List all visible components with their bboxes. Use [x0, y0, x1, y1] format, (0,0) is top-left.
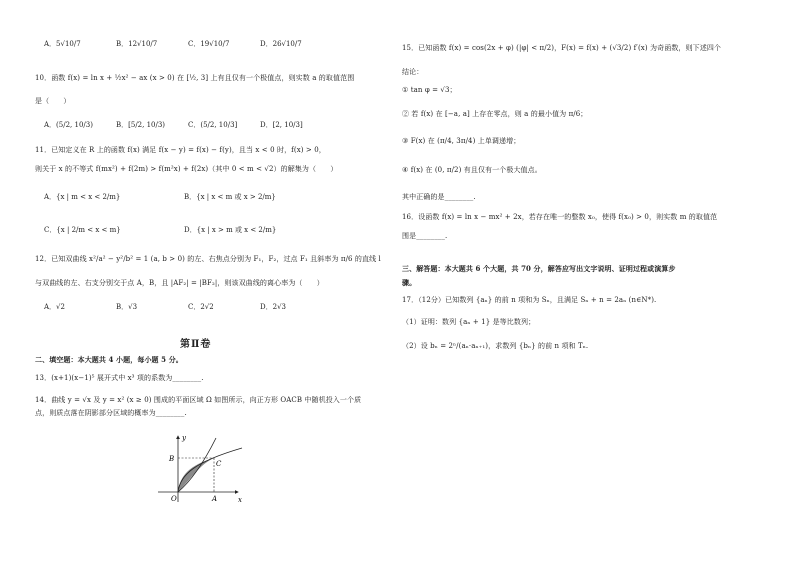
x-axis-label: x — [238, 496, 242, 504]
q11-option-b: B．{x | x < m 或 x > 2/m} — [184, 193, 276, 201]
answer-section-heading-cont: 骤。 — [402, 278, 417, 287]
q15-conclusion-1: ① tan φ = √3； — [402, 86, 457, 94]
q9-option-b: B．12√10/7 — [116, 40, 158, 48]
q10-text: 10．函数 f(x) = ln x + ½x² − ax (x > 0) 在 [½, 3] 上有且仅有一个极值点，则实数 a 的取值范围 — [35, 74, 355, 82]
answer-section-heading: 三、解答题：本大题共 6 个大题，共 70 分，解答应写出文字说明、证明过程或演算步 — [402, 264, 676, 273]
q11-text-cont: 则关于 x 的不等式 f(mx²) + f(2m) > f(m²x) + f(2x)（其中 0 < m < √2）的解集为（ ） — [35, 165, 338, 173]
q15-conclusion-3: ③ F(x) 在 (π/4, 3π/4) 上单调递增； — [402, 137, 521, 145]
q10-option-c: C．(5/2, 10/3] — [188, 121, 238, 129]
q15-conclusion-4: ④ f(x) 在 (0, π/2) 有且仅有一个极大值点。 — [402, 166, 542, 174]
q14-text: 14．曲线 y = √x 及 y = x² (x ≥ 0) 围成的平面区域 Ω 如图所示，向正方形 OACB 中随机投入一个质 — [35, 396, 362, 404]
q11-option-d: D．{x | x > m 或 x < 2/m} — [184, 226, 277, 234]
q9-option-c: C．19√10/7 — [188, 40, 230, 48]
q15-conclusion-2: ② 若 f(x) 在 [−a, a] 上存在零点，则 a 的最小值为 π/6； — [402, 110, 588, 118]
q9-option-a: A．5√10/7 — [44, 40, 81, 48]
q16-text-cont: 围是________. — [402, 232, 448, 240]
region-figure — [150, 430, 246, 506]
q12-option-c: C．2√2 — [188, 303, 214, 311]
q11-option-a: A．{x | m < x < 2/m} — [44, 193, 121, 201]
q17-part-1: （1）证明：数列 {aₙ + 1} 是等比数列； — [402, 318, 536, 326]
point-c-label: C — [216, 460, 222, 468]
q11-option-c: C．{x | 2/m < x < m} — [44, 226, 121, 234]
q17-text: 17．（12分）已知数列 {aₙ} 的前 n 项和为 Sₙ，且满足 Sₙ + n = 2aₙ (n∈N*). — [402, 296, 657, 304]
sqrt-curve — [178, 448, 242, 492]
q12-text: 12．已知双曲线 x²/a² − y²/b² = 1 (a, b > 0) 的左、右焦点分别为 F₁，F₂，过点 F₁ 且斜率为 π/6 的直线 l — [35, 255, 381, 263]
q11-text: 11．已知定义在 R 上的函数 f(x) 满足 f(x − y) = f(x) − f(y)，且当 x < 0 时，f(x) > 0， — [35, 146, 326, 154]
q13-text: 13．(x+1)(x−1)⁵ 展开式中 x³ 项的系数为________. — [35, 374, 204, 382]
point-b-label: B — [169, 455, 175, 463]
q10-option-a: A．(5/2, 10/3) — [44, 121, 93, 129]
q12-option-a: A．√2 — [44, 303, 65, 311]
q17-part-2: （2）设 bₙ = 2ⁿ/(aₙ·aₙ₊₁)，求数列 {bₙ} 的前 n 项和 Tₙ. — [402, 342, 589, 350]
q15-text: 15．已知函数 f(x) = cos(2x + φ) (|φ| < π/2)，F(x) = f(x) + (√3/2) f′(x) 为奇函数，则下述四个 — [402, 44, 722, 52]
q15-answer-line: 其中正确的是________. — [402, 193, 476, 201]
fill-in-section-heading: 二、填空题：本大题共 4 小题，每小题 5 分。 — [35, 355, 183, 364]
q16-text: 16．设函数 f(x) = ln x − mx² + 2x，若存在唯一的整数 x₀，使得 f(x₀) > 0，则实数 m 的取值范 — [402, 213, 718, 221]
q12-option-d: D．2√3 — [260, 303, 286, 311]
q15-text-cont: 结论： — [402, 68, 424, 76]
origin-label: O — [171, 495, 177, 503]
q10-option-d: D．[2, 10/3] — [260, 121, 303, 129]
q12-text-cont: 与双曲线的左、右支分别交于点 A，B，且 |AF₂| = |BF₂|，则该双曲线的离心率为（ ） — [35, 279, 324, 287]
q14-text-cont: 点，则质点落在阴影部分区域的概率为________. — [35, 409, 187, 417]
q9-option-d: D．26√10/7 — [260, 40, 302, 48]
q10-text-cont: 是（ ） — [35, 97, 71, 105]
q10-option-b: B．[5/2, 10/3) — [116, 121, 166, 129]
point-a-label: A — [212, 495, 218, 503]
part-two-title: 第Ⅱ卷 — [180, 339, 212, 350]
y-axis-label: y — [182, 434, 186, 442]
q12-option-b: B．√3 — [116, 303, 138, 311]
